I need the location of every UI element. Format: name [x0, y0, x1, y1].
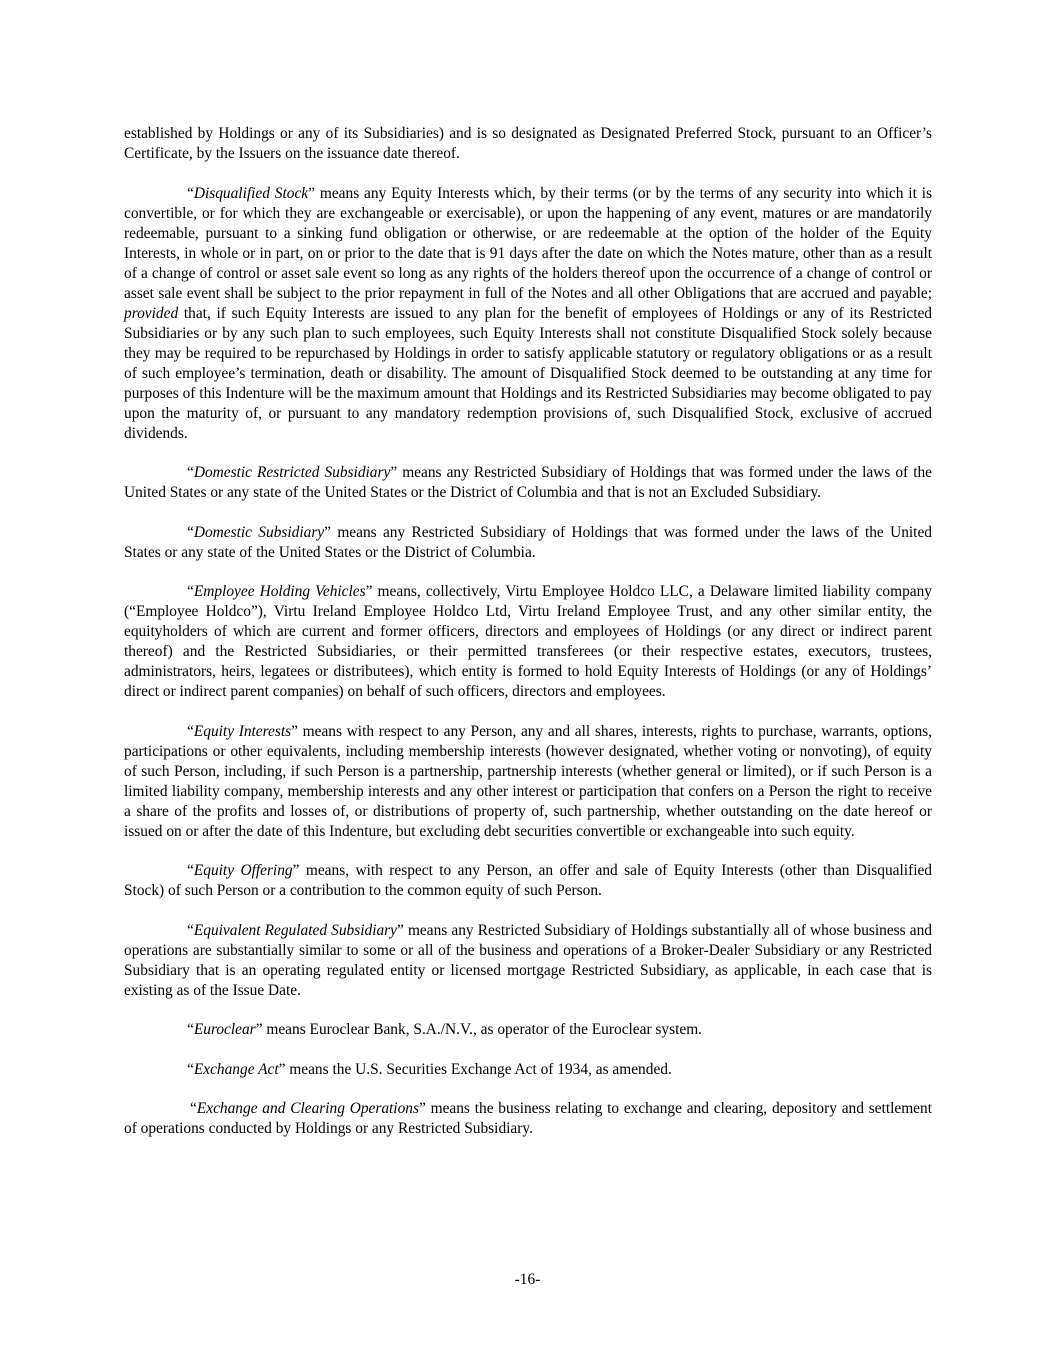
definition-exchange-act	[124, 1060, 932, 1080]
defined-term: Disqualified Stock	[193, 184, 309, 202]
definition-exchange-and-clearing-operations	[124, 1099, 932, 1139]
definition-domestic-subsidiary	[124, 523, 932, 563]
open-quote: “	[187, 862, 194, 879]
definition-body: means the business relating to exchange and clearing, depository and settlement of operations conducted by Holdings or any Restricted Subsidiary.	[124, 1100, 932, 1137]
defined-term: Exchange Act	[193, 1060, 279, 1078]
definition-body: means any Restricted Subsidiary of Holdings that was formed under the laws of the United States or any state of the United States or the District of Columbia and that is not an Excluded Subsidiary.	[124, 464, 932, 501]
definition-body: means, collectively, Virtu Employee Holdco LLC, a Delaware limited liability company (“Employee Holdco”), Virtu Ireland Employee Holdco Ltd, Virtu Ireland Employee Trust, and any other similar entity, the equityholders of which are current and former officers, directors and employees of Holdings (or any direct or indirect parent thereof) and the Restricted Subsidiaries, or their permitted transferees (or their respective estates, executors, trustees, administrators, heirs, legatees or distributees), which entity is formed to hold Equity Interests of Holdings (or any of Holdings’ direct or indirect parent companies) on behalf of such officers, directors and employees.	[124, 583, 932, 700]
close-quote: ”	[278, 1060, 286, 1078]
open-quote: “	[187, 464, 194, 481]
close-quote: ”	[255, 1021, 263, 1038]
close-quote: ”	[308, 184, 315, 202]
definition-employee-holding-vehicles	[124, 582, 932, 702]
defined-term: Domestic Restricted Subsidiary	[193, 464, 391, 481]
close-quote: ”	[291, 722, 298, 740]
definition-euroclear	[124, 1020, 932, 1040]
defined-term: Euroclear	[193, 1021, 256, 1038]
open-quote: “	[190, 1100, 197, 1117]
definition-equivalent-regulated-subsidiary	[124, 921, 932, 1001]
defined-term: Domestic Subsidiary	[193, 523, 325, 541]
close-quote: ”	[324, 523, 331, 541]
close-quote: ”	[397, 921, 404, 939]
definition-disqualified-stock	[124, 184, 932, 444]
definition-equity-interests	[124, 722, 932, 842]
definition-body: means, with respect to any Person, an offer and sale of Equity Interests (other than Disqualified Stock) of such Person or a contribution to the common equity of such Person.	[124, 862, 932, 899]
document-page	[124, 124, 932, 1159]
definition-equity-offering	[124, 861, 932, 901]
definition-body: means any Restricted Subsidiary of Holdings substantially all of whose business and operations are substantially similar to some or all of the business and operations of a Broker-Dealer Subsidiary or any Restricted Subsidiary that is an operating regulated entity or licensed mortgage Restricted Subsidiary, as applicable, in each case that is existing as of the Issue Date.	[124, 921, 933, 999]
open-quote: “	[187, 1060, 194, 1078]
page-number: -16-	[514, 1271, 541, 1288]
definition-body: means any Equity Interests which, by their terms (or by the terms of any security into which it is convertible, or for which they are exchangeable or exercisable), or upon the happening of any event, matures or are mandatorily redeemable, pursuant to a sinking fund obligation or otherwise, or are redeemable at the option of the holder of the Equity Interests, in whole or in part, on or prior to the date that is 91 days after the date on which the Notes mature, other than as a result of a change of control or asset sale event so long as any rights of the holders thereof upon the occurrence of a change of control or asset sale event shall be subject to the prior repayment in full of the Notes and all other Obligations that are accrued and payable;	[124, 184, 932, 302]
open-quote: “	[187, 583, 194, 600]
close-quote: ”	[390, 464, 398, 481]
definition-body: means any Restricted Subsidiary of Holdings that was formed under the laws of the United States or any state of the United States or the District of Columbia.	[124, 523, 932, 561]
defined-term: Equity Offering	[193, 862, 293, 879]
definition-body: means the U.S. Securities Exchange Act of 1934, as amended.	[285, 1060, 672, 1078]
defined-term: Employee Holding Vehicles	[193, 583, 366, 600]
open-quote: “	[187, 523, 194, 541]
definition-body: means Euroclear Bank, S.A./N.V., as operator of the Euroclear system.	[262, 1021, 703, 1038]
continuation-paragraph: established by Holdings or any of its Subsidiaries) and is so designated as Designated Preferred Stock, pursuant to an Officer’s Certificate, by the Issuers on the issuance date thereof.	[124, 125, 932, 162]
open-quote: “	[187, 184, 194, 202]
close-quote: ”	[292, 862, 300, 879]
open-quote: “	[187, 722, 194, 740]
definition-domestic-restricted-subsidiary	[124, 463, 932, 503]
defined-term: Equivalent Regulated Subsidiary	[193, 921, 397, 939]
definition-body: means with respect to any Person, any and all shares, interests, rights to purchase, warrants, options, participations or other equivalents, including membership interests (however designated, whether voting or nonvoting), of equity of such Person, including, if such Person is a partnership, partnership interests (whether general or limited), or if such Person is a limited liability company, membership interests and any other interest or participation that confers on a Person the right to receive a share of the profits and losses of, or distributions of property of, such partnership, whether outstanding on the date hereof or issued on or after the date of this Indenture, but excluding debt securities convertible or exchangeable into such equity.	[124, 722, 932, 840]
defined-term: Exchange and Clearing Operations	[196, 1100, 419, 1117]
open-quote: “	[187, 921, 194, 939]
defined-term: Equity Interests	[193, 722, 292, 740]
italic-word: provided	[124, 304, 179, 322]
definition-body-continued: that, if such Equity Interests are issued to any plan for the benefit of employees of Holdings or any of its Restricted Subsidiaries or by any such plan to such employees, such Equity Interests shall not constitute Disqualified Stock solely because they may be required to be repurchased by Holdings in order to satisfy applicable statutory or regulatory obligations or as a result of such employee’s termination, death or disability. The amount of Disqualified Stock deemed to be outstanding at any time for purposes of this Indenture will be the maximum amount that Holdings and its Restricted Subsidiaries may become obligated to pay upon the maturity of, or pursuant to any mandatory redemption provisions of, such Disqualified Stock, exclusive of accrued dividends.	[124, 304, 932, 442]
close-quote: ”	[365, 583, 373, 600]
close-quote: ”	[418, 1100, 426, 1117]
open-quote: “	[187, 1021, 194, 1038]
